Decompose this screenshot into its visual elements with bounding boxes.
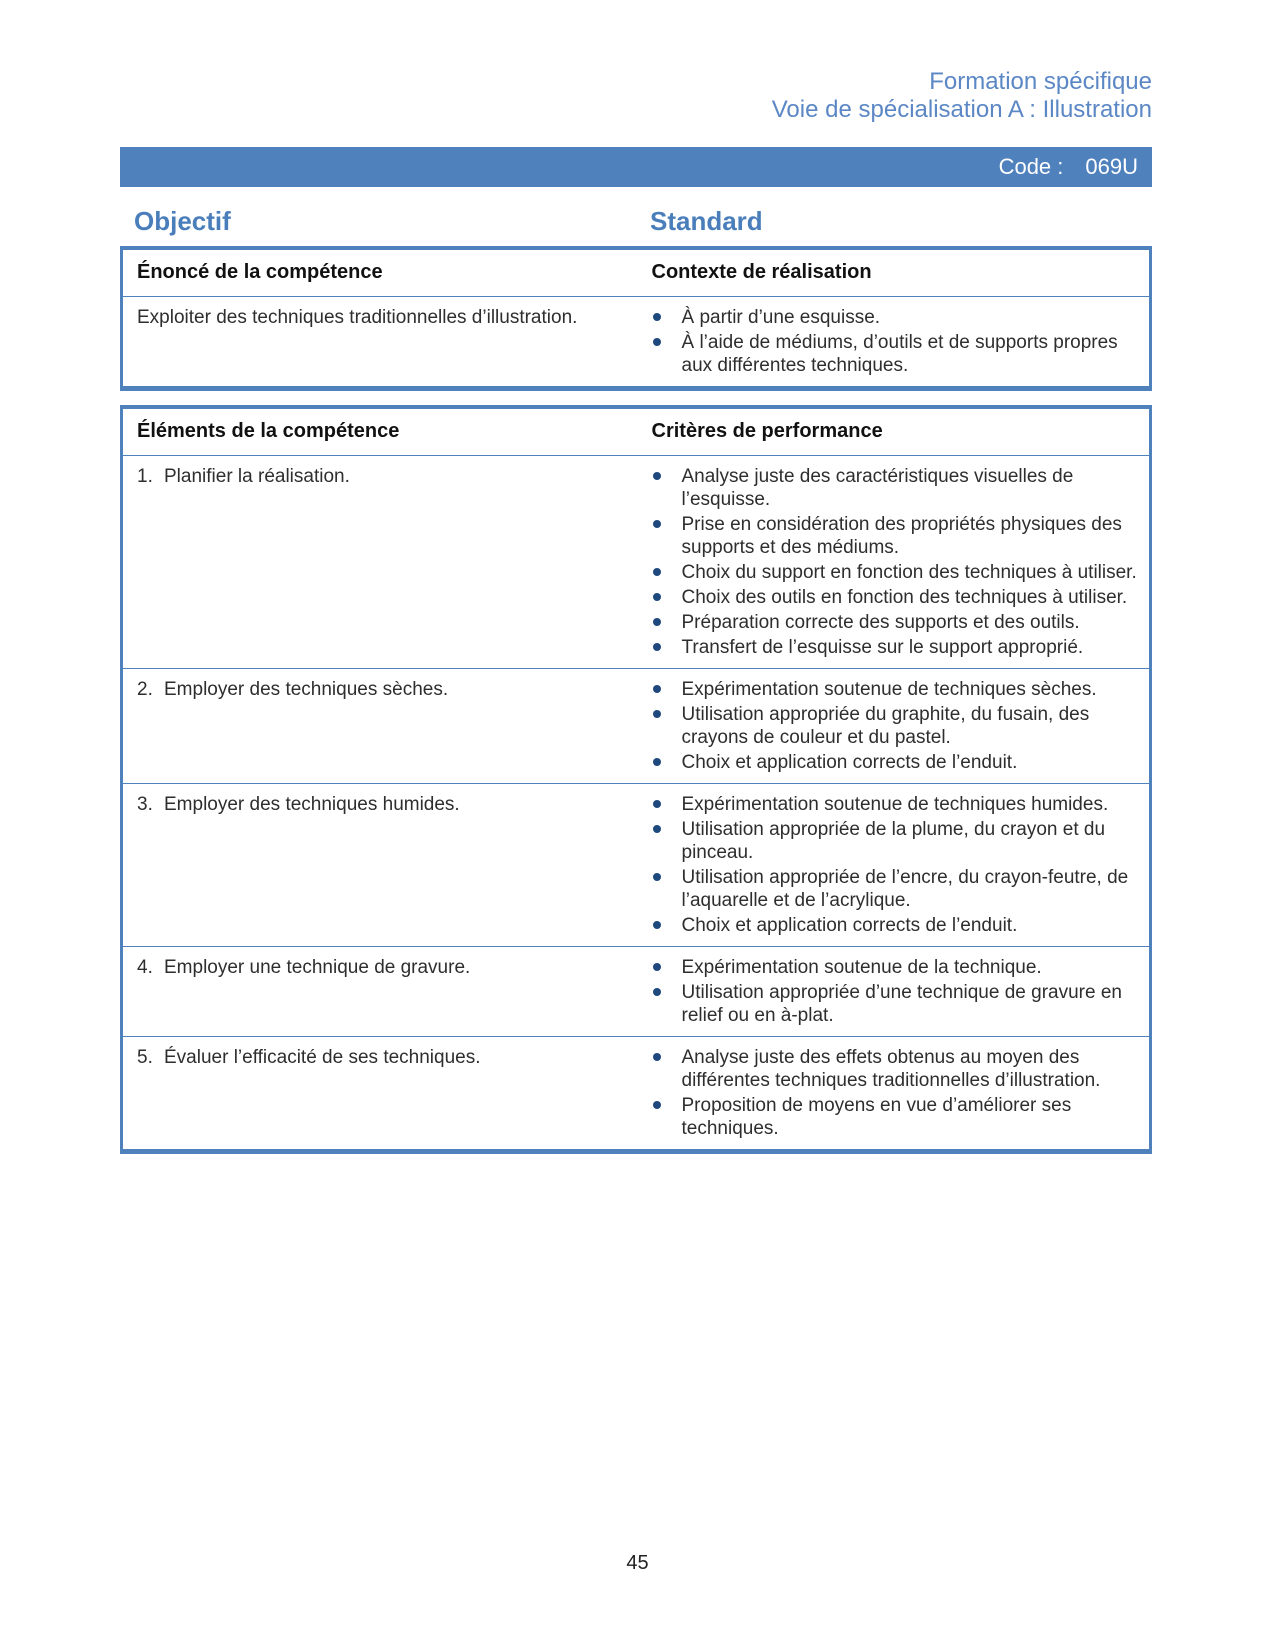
bullet-item: Utilisation appropriée de la plume, du crayon et du pinceau. — [652, 818, 1140, 864]
bullet-list — [652, 956, 1140, 1027]
column-header-contexte: Contexte de réalisation — [650, 248, 1151, 297]
document-header — [120, 0, 1152, 124]
bullet-item: Transfert de l’esquisse sur le support approprié. — [652, 636, 1140, 659]
element-cell — [122, 669, 650, 784]
elements-criteres-table — [120, 405, 1152, 1154]
bullet-item: Expérimentation soutenue de techniques sèches. — [652, 678, 1140, 701]
bullet-list — [652, 465, 1140, 659]
item-number: 1. — [137, 466, 153, 487]
element-text: Exploiter des techniques traditionnelles d’illustration. — [137, 307, 578, 328]
bullet-item: Préparation correcte des supports et des outils. — [652, 611, 1140, 634]
column-header-elements: Éléments de la compétence — [122, 407, 650, 456]
item-number: 5. — [137, 1047, 153, 1068]
bullet-item: Utilisation appropriée de l’encre, du crayon-feutre, de l’aquarelle et de l’acrylique. — [652, 866, 1140, 912]
bullet-item: À partir d’une esquisse. — [652, 306, 1140, 329]
table-row — [122, 297, 1151, 389]
table-row — [122, 784, 1151, 947]
bullet-item: Proposition de moyens en vue d’améliorer ses techniques. — [652, 1094, 1140, 1140]
element-cell — [122, 297, 650, 389]
element-text: Employer des techniques humides. — [164, 794, 460, 815]
table-row — [122, 669, 1151, 784]
code-label: Code : — [998, 154, 1064, 179]
element-text: Évaluer l’efficacité de ses techniques. — [164, 1047, 481, 1068]
standard-heading: Standard — [650, 206, 763, 236]
element-cell — [122, 1037, 650, 1152]
element-text: Employer des techniques sèches. — [164, 679, 449, 700]
criteria-cell — [650, 456, 1151, 669]
criteria-cell — [650, 669, 1151, 784]
column-header-criteres: Critères de performance — [650, 407, 1151, 456]
bullet-list — [652, 1046, 1140, 1140]
table-header — [122, 407, 1151, 456]
table-body — [122, 297, 1151, 389]
column-header-enonce: Énoncé de la compétence — [122, 248, 650, 297]
table-header — [122, 248, 1151, 297]
element-cell — [122, 456, 650, 669]
header-row — [122, 407, 1151, 456]
bullet-item: Analyse juste des effets obtenus au moyen des différentes techniques traditionnelles d’illustration. — [652, 1046, 1140, 1092]
criteria-cell — [650, 1037, 1151, 1152]
bullet-item: À l’aide de médiums, d’outils et de supports propres aux différentes techniques. — [652, 331, 1140, 377]
criteria-cell — [650, 297, 1151, 389]
bullet-item: Expérimentation soutenue de techniques humides. — [652, 793, 1140, 816]
code-bar — [120, 147, 1152, 187]
page-number: 45 — [626, 1552, 649, 1574]
code-value: 069U — [1085, 154, 1138, 179]
bullet-item: Utilisation appropriée du graphite, du fusain, des crayons de couleur et du pastel. — [652, 703, 1140, 749]
item-number: 3. — [137, 794, 153, 815]
element-cell — [122, 784, 650, 947]
item-number: 2. — [137, 679, 153, 700]
element-text: Planifier la réalisation. — [164, 466, 350, 487]
bullet-item: Expérimentation soutenue de la technique. — [652, 956, 1140, 979]
table-row — [122, 1037, 1151, 1152]
element-cell — [122, 947, 650, 1037]
bullet-item: Prise en considération des propriétés physiques des supports et des médiums. — [652, 513, 1140, 559]
bullet-item: Choix du support en fonction des techniques à utiliser. — [652, 561, 1140, 584]
criteria-cell — [650, 947, 1151, 1037]
table-row — [122, 947, 1151, 1037]
objectif-heading: Objectif — [134, 206, 231, 236]
header-line-2: Voie de spécialisation A : Illustration — [771, 96, 1152, 123]
section-headings — [120, 206, 1152, 236]
element-text: Employer une technique de gravure. — [164, 957, 471, 978]
item-number: 4. — [137, 957, 153, 978]
bullet-item: Choix des outils en fonction des techniques à utiliser. — [652, 586, 1140, 609]
header-line-1: Formation spécifique — [929, 68, 1152, 95]
header-row — [122, 248, 1151, 297]
objectif-standard-table — [120, 246, 1152, 391]
bullet-list — [652, 306, 1140, 377]
bullet-item: Choix et application corrects de l’enduit. — [652, 751, 1140, 774]
table-row — [122, 456, 1151, 669]
bullet-item: Choix et application corrects de l’enduit. — [652, 914, 1140, 937]
table-body — [122, 456, 1151, 1152]
bullet-item: Analyse juste des caractéristiques visuelles de l’esquisse. — [652, 465, 1140, 511]
bullet-item: Utilisation appropriée d’une technique de gravure en relief ou en à-plat. — [652, 981, 1140, 1027]
bullet-list — [652, 678, 1140, 774]
criteria-cell — [650, 784, 1151, 947]
bullet-list — [652, 793, 1140, 937]
